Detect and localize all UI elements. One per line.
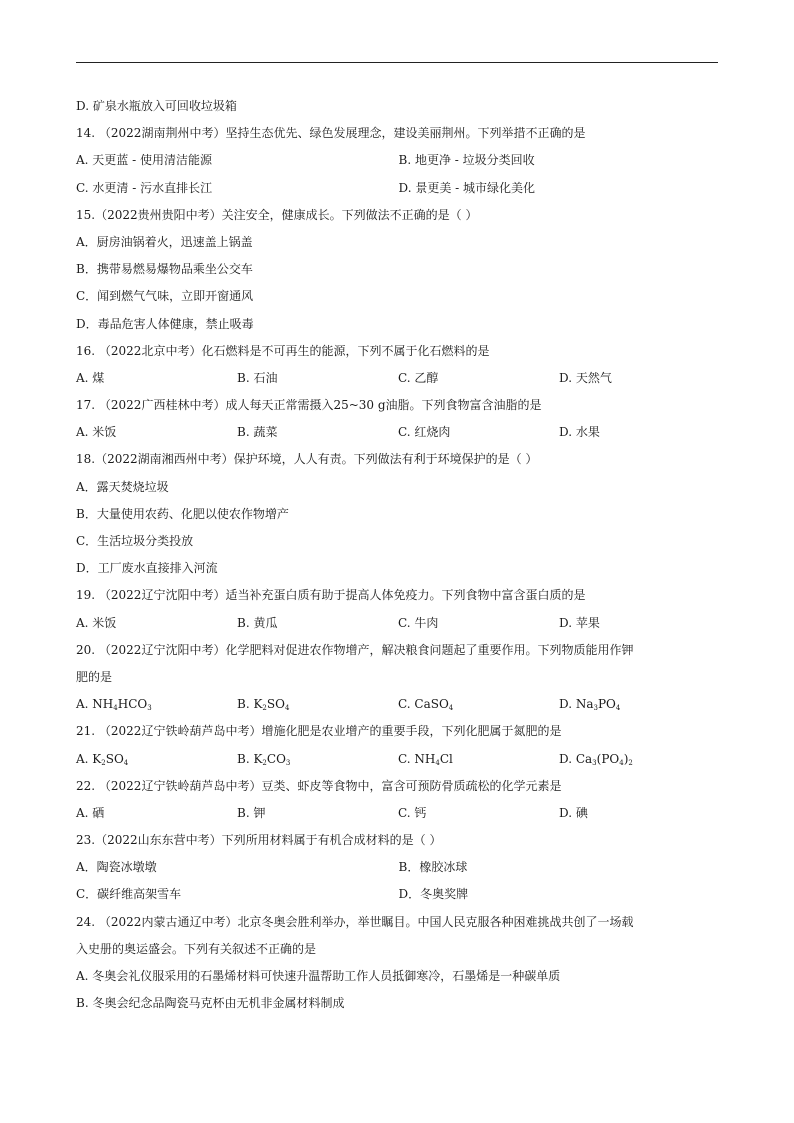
q15-option-b: B．携带易燃易爆物品乘坐公交车 bbox=[76, 262, 253, 277]
q18-stem: 18.（2022湖南湘西州中考）保护环境，人人有责。下列做法有利于环境保护的是（ ） bbox=[76, 452, 538, 467]
q14-option-c: C. 水更清 - 污水直排长江 bbox=[76, 180, 213, 195]
header-rule bbox=[76, 62, 718, 63]
q15-option-c: C．闻到燃气气味，立即开窗通风 bbox=[76, 289, 254, 304]
q17-option-d: D. 水果 bbox=[559, 425, 600, 440]
q14-options-row1 bbox=[76, 147, 721, 174]
q23-stem: 23.（2022山东东营中考）下列所用材料属于有机合成材料的是（ ） bbox=[76, 833, 442, 848]
q19-option-a: A. 米饭 bbox=[76, 615, 117, 630]
q15-option-d: D．毒品危害人体健康，禁止吸毒 bbox=[76, 316, 254, 331]
q22-option-b: B. 钾 bbox=[237, 805, 266, 820]
q24-stem-line1: 24. （2022内蒙古通辽中考）北京冬奥会胜利举办，举世瞩目。中国人民克服各种困难挑战共创了一场载 bbox=[76, 914, 634, 929]
q23-options-row2 bbox=[76, 881, 721, 908]
q16-option-d: D. 天然气 bbox=[559, 370, 612, 385]
q17-stem: 17. （2022广西桂林中考）成人每天正常需摄入25~30 g油脂。下列食物富含油脂的是 bbox=[76, 398, 542, 413]
q17-options bbox=[76, 419, 721, 446]
q20-option-d: D. $Na_3PO_4$ bbox=[559, 697, 621, 713]
q23-option-b: B．橡胶冰球 bbox=[398, 860, 468, 875]
q21-option-c: C. $NH_4Cl$ bbox=[398, 751, 453, 767]
q21-option-d: D. $Ca_3(PO_4)_2$ bbox=[559, 751, 633, 767]
q20-option-c: C. CaSO$_4$ bbox=[398, 697, 454, 713]
q19-options bbox=[76, 610, 721, 637]
q20-stem-line2: 肥的是 bbox=[76, 669, 113, 684]
q22-option-a: A. 硒 bbox=[76, 805, 105, 820]
q22-option-c: C. 钙 bbox=[398, 805, 427, 820]
q14-options-row2 bbox=[76, 175, 721, 202]
q22-option-d: D. 碘 bbox=[559, 805, 588, 820]
q16-option-b: B. 石油 bbox=[237, 370, 278, 385]
q22-stem: 22. （2022辽宁铁岭葫芦岛中考）豆类、虾皮等食物中，富含可预防骨质疏松的化学元素是 bbox=[76, 778, 562, 793]
q23-option-c: C．碳纤维高架雪车 bbox=[76, 887, 182, 902]
q20-option-a: A. $NH_4HCO_3$ bbox=[76, 697, 152, 713]
q19-option-b: B. 黄瓜 bbox=[237, 615, 278, 630]
q21-option-b: B. $K_2CO_3$ bbox=[237, 751, 291, 767]
q16-option-c: C. 乙醇 bbox=[398, 370, 439, 385]
q18-option-d: D．工厂废水直接排入河流 bbox=[76, 561, 218, 576]
q14-option-d: D. 景更美 - 城市绿化美化 bbox=[398, 180, 536, 195]
q18-option-b: B．大量使用农药、化肥以使农作物增产 bbox=[76, 506, 289, 521]
q19-option-d: D. 苹果 bbox=[559, 615, 600, 630]
q24-stem-line2: 入史册的奥运盛会。下列有关叙述不正确的是 bbox=[76, 941, 317, 956]
q20-option-b: B. $K_2SO_4$ bbox=[237, 697, 290, 713]
q17-option-c: C. 红烧肉 bbox=[398, 425, 451, 440]
q15-stem: 15.（2022贵州贵阳中考）关注安全，健康成长。下列做法不正确的是（ ） bbox=[76, 207, 478, 222]
q14-stem: 14. （2022湖南荆州中考）坚持生态优先、绿色发展理念，建设美丽荆州。下列举措不正确的是 bbox=[76, 126, 586, 141]
q20-stem-line1: 20. （2022辽宁沈阳中考）化学肥料对促进农作物增产，解决粮食问题起了重要作用。下列物质能用作钾 bbox=[76, 642, 634, 657]
q13-option-d: D. 矿泉水瓶放入可回收垃圾箱 bbox=[76, 99, 237, 113]
q21-option-a: A. $K_2SO_4$ bbox=[76, 751, 129, 767]
q23-option-d: D．冬奥奖牌 bbox=[398, 887, 469, 902]
q24-option-a: A. 冬奥会礼仪服采用的石墨烯材料可快速升温帮助工作人员抵御寒冷，石墨烯是一种碳单质 bbox=[76, 969, 561, 983]
q21-options bbox=[76, 746, 721, 773]
q16-options bbox=[76, 365, 721, 392]
q22-options bbox=[76, 800, 721, 827]
q23-options-row1 bbox=[76, 854, 721, 881]
q21-stem: 21. （2022辽宁铁岭葫芦岛中考）增施化肥是农业增产的重要手段，下列化肥属于氮肥的是 bbox=[76, 724, 562, 739]
question-list bbox=[76, 93, 721, 1017]
q15-option-a: A．厨房油锅着火，迅速盖上锅盖 bbox=[76, 234, 253, 249]
q24-option-b: B. 冬奥会纪念品陶瓷马克杯由无机非金属材料制成 bbox=[76, 996, 345, 1011]
q17-option-a: A. 米饭 bbox=[76, 425, 117, 440]
q17-option-b: B. 蔬菜 bbox=[237, 425, 278, 440]
q18-option-c: C．生活垃圾分类投放 bbox=[76, 534, 194, 548]
q16-option-a: A. 煤 bbox=[76, 370, 105, 385]
q19-option-c: C. 牛肉 bbox=[398, 615, 439, 630]
q19-stem: 19. （2022辽宁沈阳中考）适当补充蛋白质有助于提高人体免疫力。下列食物中富含蛋白质的是 bbox=[76, 588, 586, 603]
q20-options bbox=[76, 691, 721, 718]
q14-option-b: B. 地更净 - 垃圾分类回收 bbox=[398, 153, 535, 168]
q23-option-a: A．陶瓷冰墩墩 bbox=[76, 860, 157, 875]
q18-option-a: A．露天焚烧垃圾 bbox=[76, 479, 169, 494]
q16-stem: 16. （2022北京中考）化石燃料是不可再生的能源，下列不属于化石燃料的是 bbox=[76, 343, 490, 358]
q14-option-a: A. 天更蓝 - 使用清洁能源 bbox=[76, 153, 212, 168]
